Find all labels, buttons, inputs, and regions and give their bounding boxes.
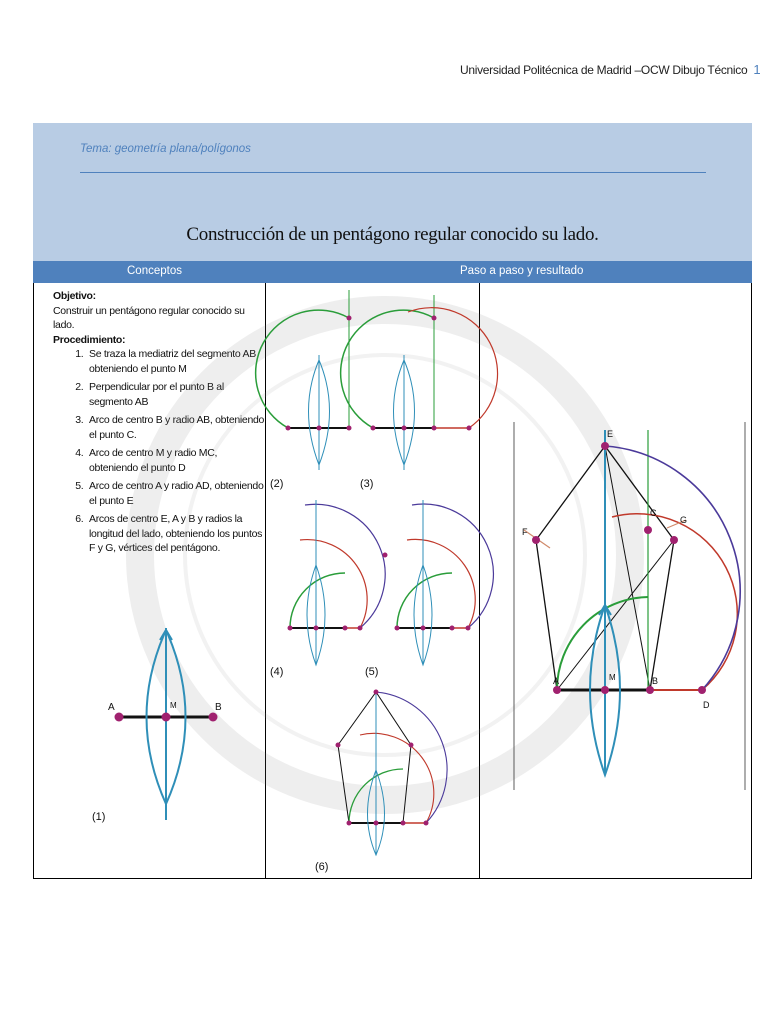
label-b: B (215, 702, 222, 713)
step-label-4: (4) (270, 666, 284, 678)
tab-conceptos: Conceptos (127, 265, 182, 277)
procedure-step: 6. Arcos de centro E, A y B y radios la longitud del lado, obteniendo los puntos F y G, vértices del pentágono. (86, 512, 265, 556)
objective-heading: Objetivo: (53, 290, 96, 302)
result-label-c: C (650, 508, 657, 518)
result-label-d: D (703, 700, 710, 710)
label-a: A (108, 702, 115, 713)
step-label-1: (1) (92, 811, 106, 823)
result-label-b: B (652, 676, 659, 686)
result-label-g: G (680, 515, 688, 525)
step-label-6: (6) (315, 861, 329, 873)
point-a (115, 713, 124, 722)
procedure-step: 2. Perpendicular por el punto B al segmento AB (86, 380, 265, 409)
tab-paso-a-paso: Paso a paso y resultado (460, 265, 584, 277)
procedure-step: 3. Arco de centro B y radio AB, obteniendo el punto C. (86, 413, 265, 442)
page-number: 1 (753, 62, 761, 77)
procedure-step: 1. Se traza la mediatriz del segmento AB obteniendo el punto M (86, 347, 265, 376)
point-m (162, 713, 171, 722)
result-label-e: E (607, 429, 614, 439)
label-m: M (170, 701, 177, 710)
institution-label: Universidad Politécnica de Madrid –OCW Dibujo Técnico (460, 63, 748, 77)
topic-label: Tema: geometría plana/polígonos (80, 143, 251, 155)
procedure-heading: Procedimiento: (53, 333, 126, 346)
step-label-3: (3) (360, 478, 374, 490)
result-label-f: F (522, 527, 528, 537)
result-label-a: A (553, 676, 560, 686)
point-b (209, 713, 218, 722)
step-label-2: (2) (270, 478, 284, 490)
figure-4 (270, 500, 385, 678)
page-title: Construcción de un pentágono regular conocido su lado. (186, 224, 599, 245)
step-label-5: (5) (365, 666, 379, 678)
procedure-step: 4. Arco de centro M y radio MC, obteniendo el punto D (86, 446, 265, 475)
procedure-step: 5. Arco de centro A y radio AD, obteniendo el punto E (86, 479, 265, 508)
objective-text: Construir un pentágono regular conocido su lado. (53, 304, 245, 331)
result-label-m: M (609, 673, 616, 682)
figure-5 (365, 500, 493, 678)
